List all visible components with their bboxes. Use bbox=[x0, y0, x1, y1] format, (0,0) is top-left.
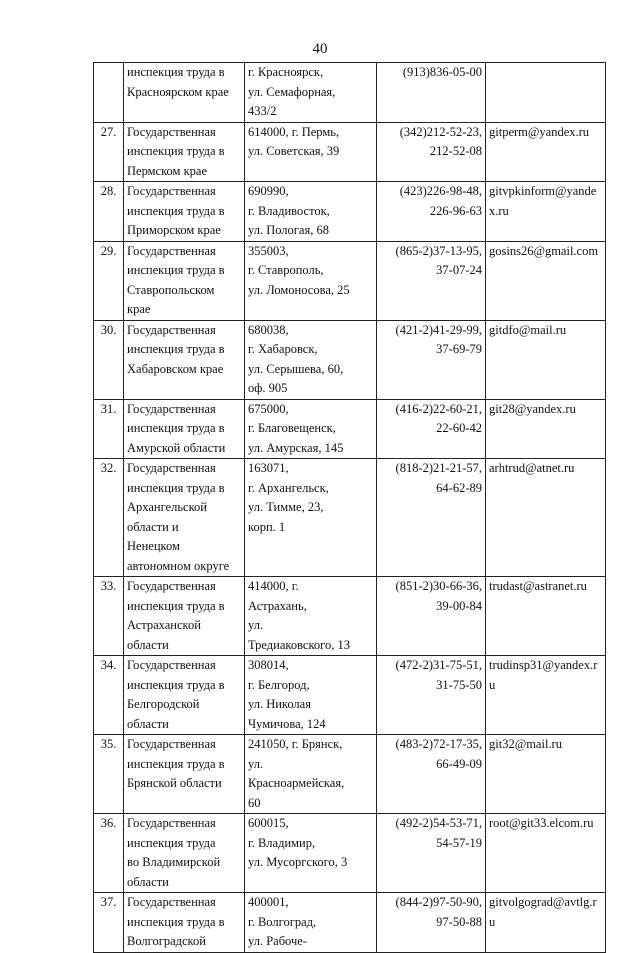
inspection-address-line: г. Благовещенск, bbox=[248, 421, 336, 435]
inspection-address-line: ул. Мусоргского, 3 bbox=[248, 855, 348, 869]
inspection-address-line: ул. Серышева, 60, bbox=[248, 361, 344, 376]
inspection-address bbox=[245, 182, 377, 242]
inspection-name bbox=[124, 63, 245, 123]
inspection-email bbox=[486, 63, 606, 123]
inspection-email: git28@yandex.ru bbox=[486, 399, 606, 459]
inspection-address-line: ул. Николая bbox=[248, 697, 311, 711]
table-row bbox=[94, 735, 606, 814]
inspection-phone-line: (865-2)37-13-95, bbox=[395, 243, 482, 258]
inspection-name-line: инспекция труда в bbox=[127, 598, 225, 613]
inspection-name-line: Государственная bbox=[127, 184, 216, 198]
inspection-name-line: Государственная bbox=[127, 737, 216, 751]
inspection-name-line: области bbox=[127, 637, 169, 652]
inspection-address-line: г. Архангельск, bbox=[248, 480, 329, 495]
inspection-address bbox=[245, 399, 377, 459]
inspection-address bbox=[245, 814, 377, 893]
inspection-phone-line: 64-62-89 bbox=[436, 480, 482, 495]
inspection-name bbox=[124, 459, 245, 577]
table-row bbox=[94, 399, 606, 459]
inspection-name-line: во Владимирской bbox=[127, 855, 221, 869]
table-row bbox=[94, 241, 606, 320]
inspection-name-line: области bbox=[127, 716, 169, 731]
inspection-email: gosins26@gmail.com bbox=[486, 241, 606, 320]
row-number: 33. bbox=[94, 577, 124, 656]
inspection-phone-line: (818-2)21-21-57, bbox=[395, 461, 482, 475]
inspection-phone bbox=[377, 893, 486, 953]
inspection-name-line: Пермском крае bbox=[127, 163, 207, 178]
inspection-address bbox=[245, 241, 377, 320]
inspection-address-line: 241050, г. Брянск, bbox=[248, 737, 343, 751]
inspection-phone bbox=[377, 656, 486, 735]
inspection-address-line: 690990, bbox=[248, 184, 289, 198]
inspection-phone bbox=[377, 577, 486, 656]
inspection-address-line: ул. Тимме, 23, bbox=[248, 500, 324, 514]
inspection-address-line: г. Владивосток, bbox=[248, 203, 330, 218]
inspection-email: trudinsp31@yandex.ru bbox=[486, 656, 606, 735]
inspection-phone-line: (342)212-52-23, bbox=[399, 124, 482, 139]
inspection-address-line: Астрахань, bbox=[248, 598, 307, 613]
table-row bbox=[94, 63, 606, 123]
inspection-phone-line: (483-2)72-17-35, bbox=[395, 737, 482, 751]
inspection-address bbox=[245, 577, 377, 656]
inspection-name-line: Государственная bbox=[127, 322, 216, 337]
inspection-name bbox=[124, 182, 245, 242]
inspection-name-line: инспекция труда bbox=[127, 835, 216, 850]
inspection-name-line: Государственная bbox=[127, 243, 216, 258]
inspection-phone-line: 97-50-88 bbox=[436, 914, 482, 929]
table-row bbox=[94, 182, 606, 242]
inspection-name bbox=[124, 399, 245, 459]
table-row bbox=[94, 656, 606, 735]
inspection-address-line: 400001, bbox=[248, 895, 289, 909]
inspection-name bbox=[124, 893, 245, 953]
inspection-name-line: области и bbox=[127, 519, 179, 534]
inspection-email: root@git33.elcom.ru bbox=[486, 814, 606, 893]
inspection-name-line: Ставропольском bbox=[127, 282, 215, 297]
inspection-email: gitdfo@mail.ru bbox=[486, 320, 606, 399]
inspection-address bbox=[245, 735, 377, 814]
row-number: 29. bbox=[94, 241, 124, 320]
page-number: 40 bbox=[312, 41, 328, 57]
inspection-email: gitperm@yandex.ru bbox=[486, 122, 606, 182]
inspection-address-line: 433/2 bbox=[248, 104, 277, 118]
inspection-address-line: ул. Советская, 39 bbox=[248, 144, 340, 158]
inspection-name-line: инспекция труда в bbox=[127, 65, 225, 79]
inspection-name-line: Государственная bbox=[127, 579, 216, 593]
inspection-name-line: Ненецком bbox=[127, 539, 180, 553]
inspection-address-line: ул. Амурская, 145 bbox=[248, 440, 344, 455]
inspection-name bbox=[124, 814, 245, 893]
inspection-phone-line: (472-2)31-75-51, bbox=[395, 658, 482, 672]
inspection-address-line: ул. bbox=[248, 618, 264, 632]
inspection-phone-line: 37-07-24 bbox=[436, 263, 482, 277]
inspection-phone-line: 31-75-50 bbox=[436, 677, 482, 692]
inspection-address-line: 614000, г. Пермь, bbox=[248, 124, 340, 139]
table-body bbox=[94, 63, 606, 953]
table-row bbox=[94, 320, 606, 399]
inspection-name-line: Белгородской bbox=[127, 697, 200, 711]
inspection-address-line: 600015, bbox=[248, 816, 289, 830]
inspection-email: arhtrud@atnet.ru bbox=[486, 459, 606, 577]
inspection-name-line: инспекция труда в bbox=[127, 144, 225, 158]
inspection-name-line: инспекция труда в bbox=[127, 342, 225, 356]
inspection-address-line: Тредиаковского, 13 bbox=[248, 637, 350, 652]
inspection-address-line: 163071, bbox=[248, 461, 289, 475]
row-number: 35. bbox=[94, 735, 124, 814]
table-row bbox=[94, 459, 606, 577]
inspection-address-line: г. Ставрополь, bbox=[248, 263, 324, 277]
inspection-address-line: г. Красноярск, bbox=[248, 65, 324, 79]
inspection-phone-line: (416-2)22-60-21, bbox=[395, 401, 482, 416]
inspection-address-line: г. Белгород, bbox=[248, 677, 310, 692]
inspection-address-line: 355003, bbox=[248, 243, 289, 258]
inspection-phone bbox=[377, 399, 486, 459]
row-number: 34. bbox=[94, 656, 124, 735]
inspection-phone-line: (851-2)30-66-36, bbox=[395, 579, 482, 593]
inspection-name-line: инспекция труда в bbox=[127, 480, 225, 495]
inspection-name-line: Красноярском крае bbox=[127, 84, 229, 99]
inspection-address bbox=[245, 459, 377, 577]
inspection-address bbox=[245, 63, 377, 123]
inspection-address-line: ул. Семафорная, bbox=[248, 84, 336, 99]
inspection-name-line: Амурской области bbox=[127, 440, 226, 455]
inspection-email: trudast@astranet.ru bbox=[486, 577, 606, 656]
inspection-address-line: ул. Ломоносова, 25 bbox=[248, 282, 350, 297]
inspection-address-line: оф. 905 bbox=[248, 381, 288, 395]
inspection-phone-line: (423)226-98-48, bbox=[399, 184, 482, 198]
inspection-name-line: инспекция труда в bbox=[127, 203, 225, 218]
row-number: 36. bbox=[94, 814, 124, 893]
inspection-phone-line: 39-00-84 bbox=[436, 598, 482, 613]
inspection-phone bbox=[377, 735, 486, 814]
inspection-phone bbox=[377, 63, 486, 123]
row-number: 31. bbox=[94, 399, 124, 459]
inspection-phone-line: 54-57-19 bbox=[436, 835, 482, 850]
inspection-phone-line: 37-69-79 bbox=[436, 342, 482, 356]
inspection-phone-line: 226-96-63 bbox=[429, 203, 482, 218]
inspection-email: git32@mail.ru bbox=[486, 735, 606, 814]
inspection-address-line: Чумичова, 124 bbox=[248, 716, 326, 731]
inspection-address-line: 675000, bbox=[248, 401, 289, 416]
inspection-name-line: Государственная bbox=[127, 816, 216, 830]
inspection-name-line: инспекция труда в bbox=[127, 677, 225, 692]
inspection-name-line: инспекция труда в bbox=[127, 263, 225, 277]
inspection-address bbox=[245, 122, 377, 182]
row-number: 28. bbox=[94, 182, 124, 242]
table-row bbox=[94, 893, 606, 953]
inspection-name-line: Хабаровском крае bbox=[127, 361, 224, 376]
row-number: 27. bbox=[94, 122, 124, 182]
inspection-address-line: г. Владимир, bbox=[248, 835, 316, 850]
inspection-name bbox=[124, 577, 245, 656]
inspection-address bbox=[245, 893, 377, 953]
inspection-address-line: 414000, г. bbox=[248, 579, 299, 593]
inspection-phone-line: 66-49-09 bbox=[436, 756, 482, 771]
inspection-name-line: Государственная bbox=[127, 461, 216, 475]
inspection-phone bbox=[377, 122, 486, 182]
inspection-address bbox=[245, 656, 377, 735]
inspection-name-line: Архангельской bbox=[127, 500, 207, 514]
inspection-address-line: Красноармейская, bbox=[248, 776, 345, 790]
inspection-name-line: Приморском крае bbox=[127, 223, 221, 237]
row-number: 32. bbox=[94, 459, 124, 577]
inspection-phone-line: 212-52-08 bbox=[429, 144, 482, 158]
table-row bbox=[94, 814, 606, 893]
inspection-address-line: ул. bbox=[248, 756, 264, 771]
inspection-phone bbox=[377, 320, 486, 399]
inspection-address-line: корп. 1 bbox=[248, 519, 286, 534]
inspection-name bbox=[124, 320, 245, 399]
inspection-name-line: Государственная bbox=[127, 895, 216, 909]
inspection-email: gitvolgograd@avtlg.ru bbox=[486, 893, 606, 953]
inspection-phone-line: (844-2)97-50-90, bbox=[395, 895, 482, 909]
inspection-phone bbox=[377, 241, 486, 320]
inspection-name-line: инспекция труда в bbox=[127, 914, 225, 929]
inspection-name-line: крае bbox=[127, 302, 151, 316]
inspection-name-line: Астраханской bbox=[127, 618, 201, 632]
inspection-phone bbox=[377, 182, 486, 242]
inspection-name bbox=[124, 735, 245, 814]
inspection-phone-line: 22-60-42 bbox=[436, 421, 482, 435]
inspection-name-line: автономном округе bbox=[127, 558, 230, 573]
inspection-name-line: области bbox=[127, 874, 169, 889]
inspection-phone bbox=[377, 459, 486, 577]
inspection-address-line: г. Хабаровск, bbox=[248, 342, 318, 356]
row-number: 37. bbox=[94, 893, 124, 953]
inspection-phone-line: (913)836-05-00 bbox=[402, 65, 482, 79]
inspection-name bbox=[124, 122, 245, 182]
inspection-address-line: 60 bbox=[248, 795, 261, 810]
table-row bbox=[94, 577, 606, 656]
inspection-name-line: Государственная bbox=[127, 124, 216, 139]
inspection-name-line: Брянской области bbox=[127, 776, 222, 790]
inspection-email: gitvpkinform@yandex.ru bbox=[486, 182, 606, 242]
inspection-phone-line: (492-2)54-53-71, bbox=[395, 816, 482, 830]
inspection-name-line: инспекция труда в bbox=[127, 756, 225, 771]
inspection-address-line: ул. Рабоче- bbox=[248, 934, 307, 948]
inspection-address-line: г. Волгоград, bbox=[248, 914, 317, 929]
inspection-name-line: Государственная bbox=[127, 401, 216, 416]
inspection-address-line: 308014, bbox=[248, 658, 289, 672]
row-number bbox=[94, 63, 124, 123]
inspection-address-line: 680038, bbox=[248, 322, 289, 337]
table-row bbox=[94, 122, 606, 182]
row-number: 30. bbox=[94, 320, 124, 399]
inspection-name-line: инспекция труда в bbox=[127, 421, 225, 435]
inspection-name-line: Государственная bbox=[127, 658, 216, 672]
inspection-address bbox=[245, 320, 377, 399]
inspection-phone-line: (421-2)41-29-99, bbox=[395, 322, 482, 337]
inspection-name bbox=[124, 241, 245, 320]
inspection-phone bbox=[377, 814, 486, 893]
inspection-address-line: ул. Пологая, 68 bbox=[248, 223, 329, 237]
inspection-name-line: Волгоградской bbox=[127, 934, 206, 948]
inspection-name bbox=[124, 656, 245, 735]
inspection-directory-table bbox=[93, 62, 606, 953]
